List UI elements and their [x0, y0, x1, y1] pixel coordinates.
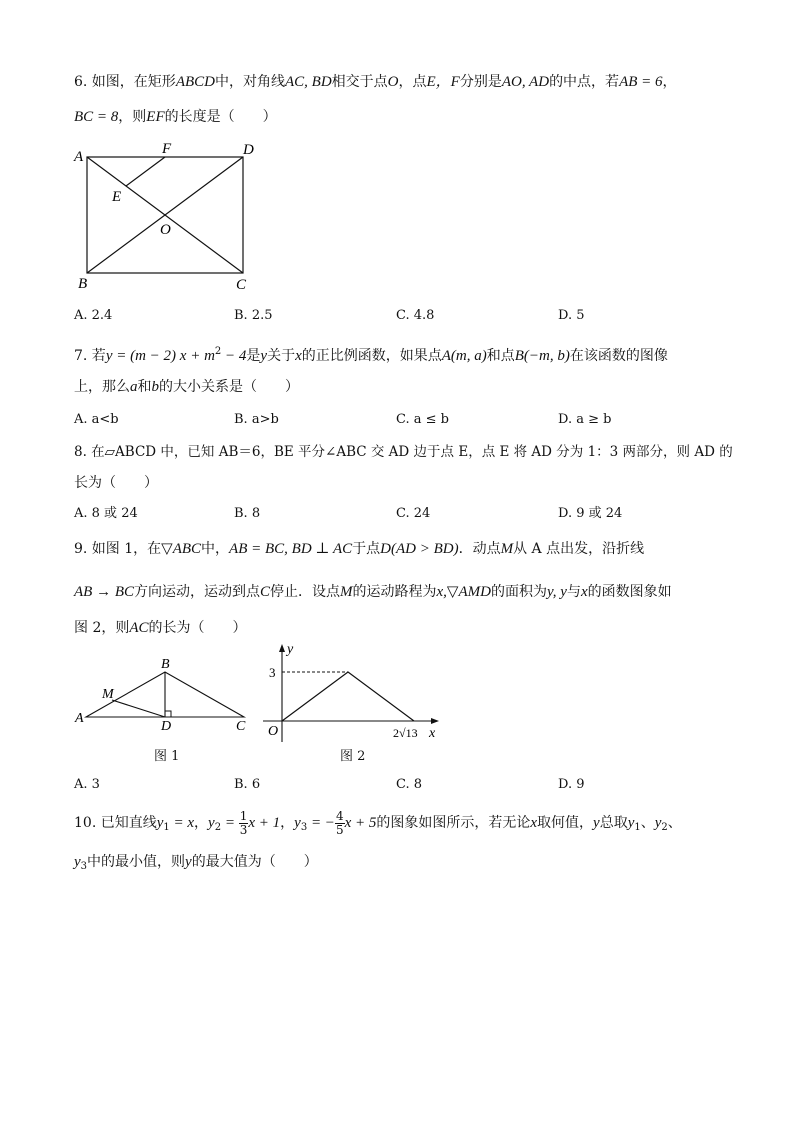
fig9b-label-3: 3: [269, 665, 276, 680]
q10-math: x + 5: [344, 815, 377, 831]
q10-math-sub: 1: [163, 822, 170, 833]
q7-math: y = (m − 2) x + m: [105, 348, 215, 364]
q10-text: 、: [640, 815, 655, 831]
q9-math: AC: [129, 620, 149, 636]
q10-math: y: [654, 815, 662, 831]
q6-math: EF: [146, 109, 165, 125]
q8-option-d[interactable]: D. 9 或 24: [558, 506, 623, 521]
fig9a-label-m: M: [102, 687, 114, 702]
fig9a-label-c: C: [236, 719, 246, 734]
q9-line3: [74, 618, 247, 638]
q10-text: ，: [194, 815, 209, 831]
q6-text: ，则: [118, 109, 147, 125]
q10-math: =: [221, 815, 239, 831]
q7-text: 关于: [267, 348, 296, 364]
q10-text: 中的最小值，则: [87, 854, 186, 870]
q9-option-d[interactable]: D. 9: [558, 777, 585, 792]
fig6-label-d: D: [243, 142, 254, 158]
q9-text: 9. 如图 1，在: [74, 541, 162, 557]
q9-figure-1: [72, 652, 252, 737]
q7-line2: [74, 377, 299, 397]
q6-text: ，点: [398, 74, 427, 90]
q9-fig2-caption: 图 2: [340, 749, 366, 764]
q10-math-sub: 3: [300, 822, 308, 833]
q7-math: y: [260, 348, 268, 364]
q6-math: O: [387, 74, 399, 90]
q10-math: y: [294, 815, 301, 831]
q9-text: 从 A 点出发，沿折线: [513, 541, 645, 557]
q10-text: ，: [280, 815, 295, 831]
q9-text: 的函数图象如: [587, 584, 672, 600]
q10-text: 、: [667, 815, 682, 831]
q10-math-sub: 2: [661, 822, 668, 833]
q10-math: y: [208, 815, 215, 831]
q8-option-b[interactable]: B. 8: [234, 506, 261, 521]
fig9b-label-y: y: [287, 642, 294, 657]
q10-math: y: [593, 815, 600, 831]
q9-math: x,▽AMD: [436, 584, 491, 600]
q6-option-a[interactable]: A. 2.4: [74, 308, 113, 323]
q9-text: 于点: [352, 541, 381, 557]
q10-math-sub: 2: [214, 822, 222, 833]
fig6-label-a: A: [74, 149, 84, 165]
q6-rectangle-figure: [70, 140, 270, 295]
q6-option-b[interactable]: B. 2.5: [234, 308, 273, 323]
q10-fraction-4-5: [335, 810, 345, 837]
q10-fraction-1-3: [239, 810, 249, 837]
q10-frac-den: 3: [239, 822, 248, 837]
fig6-label-e: E: [112, 189, 122, 205]
q6-math: BC = 8: [74, 109, 119, 125]
q6-text: 的长度是（ ）: [164, 109, 277, 125]
q6-math: ABCD: [175, 74, 215, 90]
q9-line1: [74, 539, 644, 559]
q10-math: = −: [307, 815, 335, 831]
q9-math: C: [260, 584, 271, 600]
q8-line2: 长为（ ）: [74, 475, 158, 491]
q10-line1: [74, 808, 682, 843]
q9-option-b[interactable]: B. 6: [234, 777, 261, 792]
q6-option-c[interactable]: C. 4.8: [396, 308, 435, 323]
q9-math: y, y: [546, 584, 567, 600]
q8-option-a[interactable]: A. 8 或 24: [74, 506, 138, 521]
q9-math: ▽ABC: [161, 541, 202, 557]
q10-line2: [74, 852, 318, 877]
q9-text: 图 2，则: [74, 620, 130, 636]
q9-text: ．动点: [458, 541, 501, 557]
q8-line1: 8. 在▱ABCD 中，已知 AB＝6，BE 平分∠ABC 交 AD 边于点 E，点 E 将 AD 分为 1：3 两部分，则 AD 的: [74, 444, 733, 460]
q7-math: B(−m, b): [514, 348, 570, 364]
q9-option-a[interactable]: A. 3: [74, 777, 100, 792]
q9-fig1-caption: 图 1: [154, 749, 180, 764]
q9-text: 中，: [201, 541, 230, 557]
q7-text: 的正比例函数，如果点: [301, 348, 442, 364]
q7-math: A(m, a): [441, 348, 487, 364]
q7-option-b[interactable]: B. a>b: [234, 412, 279, 427]
q9-text: 的面积为: [490, 584, 547, 600]
q9-text: 的运动路程为: [352, 584, 437, 600]
q9-text: 与: [566, 584, 581, 600]
q7-math-sup: 2: [214, 346, 222, 357]
fig9a-label-a: A: [75, 711, 84, 726]
q10-math: y: [74, 854, 81, 870]
q7-math: − 4: [221, 348, 247, 364]
q10-math: y: [156, 815, 164, 831]
q9-math: D(AD > BD): [380, 541, 459, 557]
q6-line2: [74, 107, 277, 127]
q6-text: 中，对角线: [214, 74, 285, 90]
q7-option-d[interactable]: D. a ≥ b: [558, 412, 612, 427]
fig9b-label-2sqrt13: 2√13: [393, 726, 418, 740]
q10-text: 的最大值为（ ）: [191, 854, 318, 870]
q7-text: 的大小关系是（ ）: [159, 379, 299, 395]
q6-text: 分别是: [459, 74, 502, 90]
fig6-label-o: O: [160, 222, 171, 238]
q9-text: 的长为（ ）: [148, 620, 247, 636]
fig9a-label-b: B: [161, 657, 170, 672]
q6-text: 6. 如图，在矩形: [74, 74, 176, 90]
q7-line1: [74, 342, 668, 366]
q10-text: 10. 已知直线: [74, 815, 157, 831]
q10-text: 的图象如图所示，若无论: [376, 815, 531, 831]
q9-math: AB = BC, BD ⊥ AC: [229, 541, 353, 557]
q9-figure-2: [258, 640, 448, 745]
q9-math: x: [580, 584, 588, 600]
q6-option-d[interactable]: D. 5: [558, 308, 585, 323]
fig9a-label-d: D: [161, 719, 172, 734]
q7-text: 在该函数的图像: [569, 348, 668, 364]
q9-option-c[interactable]: C. 8: [396, 777, 423, 792]
q10-math-sub: 3: [80, 861, 88, 872]
q6-text: 的中点，若: [549, 74, 620, 90]
q9-math: M: [500, 541, 514, 557]
fig6-label-f: F: [162, 141, 172, 157]
q7-text: 上，那么: [74, 379, 130, 395]
q10-math: y: [185, 854, 192, 870]
q7-option-c[interactable]: C. a ≤ b: [396, 412, 449, 427]
q10-text: 取何值，: [537, 815, 594, 831]
q6-text: ，: [662, 74, 677, 90]
q9-text: 停止．设点: [270, 584, 341, 600]
q7-text: 和点: [486, 348, 515, 364]
q8-option-c[interactable]: C. 24: [396, 506, 431, 521]
q10-frac-den: 5: [335, 822, 344, 837]
fig6-label-c: C: [236, 277, 247, 293]
q7-math: b: [151, 379, 159, 395]
q10-math: y: [627, 815, 635, 831]
q7-math: x: [295, 348, 302, 364]
q10-frac-num: 1: [239, 808, 248, 823]
q9-text: 方向运动，运动到点: [134, 584, 260, 600]
q10-math-sub: 1: [634, 822, 641, 833]
q6-math: E，F: [426, 74, 460, 90]
q6-line1: [74, 72, 677, 92]
q10-math: x + 1: [248, 815, 281, 831]
q7-text: 和: [137, 379, 152, 395]
fig9b-label-o: O: [268, 724, 279, 739]
q9-line2: [74, 582, 672, 602]
q7-option-a[interactable]: A. a<b: [74, 412, 119, 427]
q10-text: 总取: [599, 815, 628, 831]
q10-frac-num: 4: [335, 808, 344, 823]
q10-math: x: [530, 815, 538, 831]
q7-text: 7. 若: [74, 348, 106, 364]
q6-text: 相交于点: [331, 74, 388, 90]
q6-math: AB = 6: [619, 74, 663, 90]
q7-math: a: [130, 379, 138, 395]
fig6-label-b: B: [78, 276, 88, 292]
q9-math: AB → BC: [74, 584, 134, 600]
q6-math: AO, AD: [501, 74, 550, 90]
fig9b-label-x: x: [429, 726, 436, 741]
q7-text: 是: [246, 348, 261, 364]
q9-math: M: [340, 584, 353, 600]
q6-math: AC, BD: [284, 74, 332, 90]
q10-math: = x: [169, 815, 195, 831]
